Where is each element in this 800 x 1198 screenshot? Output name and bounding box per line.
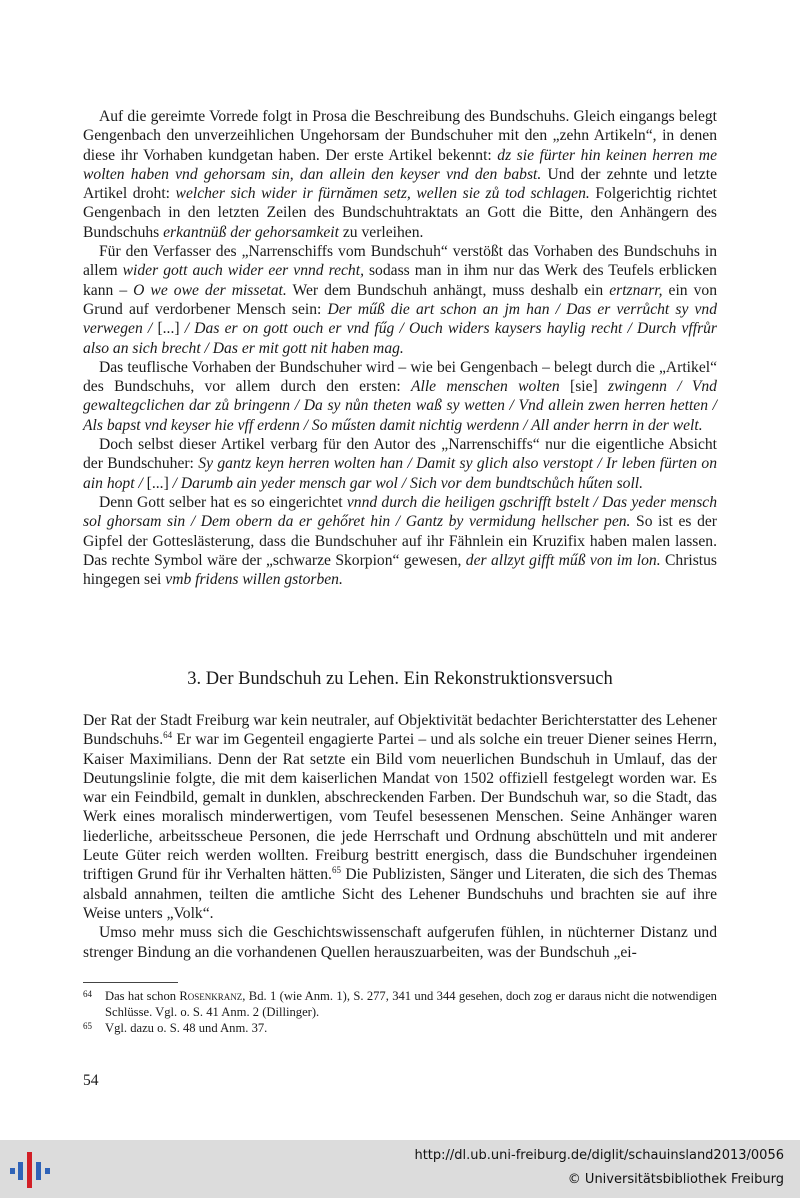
ub-freiburg-logo-icon[interactable] [10, 1150, 54, 1190]
footnote-number: 65 [83, 1021, 92, 1031]
paragraph [83, 493, 717, 589]
paragraph [83, 107, 717, 242]
author-name: Rosenkranz [179, 989, 243, 1003]
footnotes [83, 988, 717, 1036]
quote-italic: welcher sich wider ir fürnămen setz, wellen sie zů tod schlagen. [175, 185, 590, 203]
permalink-url[interactable]: http://dl.ub.uni-freiburg.de/diglit/schauinsland2013/0056 [414, 1148, 784, 1163]
quote-italic: ertznarr, [609, 281, 663, 299]
paragraph: Umso mehr muss sich die Geschichtswissenschaft aufgerufen fühlen, in nüchterner Distanz und strenger Bindung an die vorhandenen Quellen herauszuarbeiten, was der Bundschuh „ei- [83, 924, 717, 961]
quote-italic: Alle menschen wolten [410, 378, 560, 396]
quote-italic: Sy gantz keyn herren wolten han / Damit sy glich also verstopt / Ir leben fürten on ain hopt / [83, 455, 718, 492]
text-run: Wer dem Bundschuh anhängt, muss deshalb ein [286, 281, 610, 299]
quote-italic: O we owe der missetat. [133, 281, 287, 299]
text-run: Der Rat der Stadt Freiburg war kein neutraler, auf Objektivität bedachter Berichterstatter des Lehener Bundschuhs. [83, 712, 717, 749]
footnote-text [105, 988, 717, 1020]
footer-bar [0, 1140, 800, 1198]
text-run: Für den Verfasser des „Narrenschiffs vom Bundschuh“ verstößt das Vorhaben des Bundschuhs in allem [83, 243, 717, 280]
text-run: Vgl. dazu o. S. 48 und Anm. 37. [105, 1021, 268, 1035]
body-text-block [83, 107, 717, 589]
quote-italic: / Das er on gott ouch er vnd fűg / Ouch widers kaysers haylig recht / Durch vffrůr also an sich brecht / Das er mit gott nit haben mag. [83, 320, 718, 357]
text-run: Denn Gott selber hat es so eingerichtet [99, 493, 347, 511]
footnote-divider [83, 982, 178, 983]
text-run: [sie] [559, 378, 609, 396]
footnote-text [105, 1020, 717, 1036]
quote-italic: der allzyt gifft műß von im lon. [465, 551, 661, 569]
paragraph [83, 242, 717, 358]
quote-italic: vmb fridens willen gstorben. [165, 571, 343, 589]
text-run: Das teuflische Vorhaben der Bundschuher wird – wie bei Gengenbach – belegt durch die „Artikel“ des Bundschuhs, vor allem durch den ersten: [83, 358, 717, 396]
paragraph [83, 435, 717, 493]
footnote [83, 1020, 717, 1036]
text-run: [...] [152, 320, 185, 338]
text-run: zu verleihen. [338, 223, 424, 241]
footnote-number: 64 [83, 989, 92, 999]
text-run: Das hat schon [105, 989, 180, 1003]
quote-italic: erkantnüß der gehorsamkeit [163, 223, 339, 241]
text-run: Die Publizisten, Sänger und Literaten, die sich des Themas alsbald annahmen, teilten die amtliche Sicht des Lehener Bundschuhs und brachten sie auf ihre Weise unters „Volk“. [83, 866, 717, 922]
text-run: , Bd. 1 (wie Anm. 1), S. 277, 341 und 344 gesehen, doch zog er daraus nicht die notwendigen Schlüsse. Vgl. o. S. 41 Anm. 2 (Dillinger). [105, 989, 717, 1019]
quote-italic: zwingenn / Vnd gewaltegclichen dar zů bringenn / Da sy nůn theten waß sy wetten / Vnd allein zwen herren hetten / Als bapst vnd keyser hie vff erdenn / So műsten damit nichtig werdenn / All ander herrn in der welt. [83, 378, 717, 434]
text-run: [...] [142, 474, 173, 492]
text-run: Christus hingegen sei [83, 551, 718, 589]
text-run: Folgerichtig richtet Gengenbach in den letzten Zeilen des Bundschuhtraktats an Gott die Bitte, den Anhängern des Bundschuhs [83, 185, 717, 241]
text-run: Er war im Gegenteil engagierte Partei – und als solche ein treuer Diener seines Herrn, Kaiser Maximilians. Denn der Rat setzte ein Bild vom neuerlichen Bundschuh in Umlauf, das der Deutungslinie folgte, die mit dem kaiserlichen Mandat von 1502 offiziell festgelegt worden war. Es war ein Feindbild, gemalt in dunklen, abschreckenden Farben. Der Bundschuh war, so die Stadt, das Werk eines moralisch minderwertigen, vom Teufel besessenen Menschen. Seine Anhänger waren liederliche, arbeitsscheue Personen, die jede Herrschaft und Ordnung abschütteln und mit anderer Leute Güter reich werden wollten. Freiburg bestritt energisch, dass die Bundschuher irgendeinen triftigen Grund für ihr Verhalten hätten. [83, 731, 717, 884]
text-run: Und der zehnte und letzte Artikel droht: [83, 165, 717, 203]
text-run: So ist es der Gipfel der Gotteslästerung, dass die Bundschuher auf ihr Fähnlein ein Kruzifix haben malen lassen. Das rechte Symbol wäre der „schwarze Skorpion“ gewesen, [83, 513, 717, 569]
quote-italic: Der műß die art schon an jm han / Das er verrůcht sy vnd verwegen / [83, 300, 717, 338]
quote-italic: / Darumb ain yeder mensch gar wol / Sich vor dem bundtschůch hűten soll. [172, 474, 644, 492]
footnote-ref[interactable]: 64 [163, 730, 173, 741]
footnote [83, 988, 717, 1020]
paragraph [83, 358, 717, 435]
body-text-block [83, 711, 717, 962]
paragraph [83, 711, 717, 923]
text-run: Doch selbst dieser Artikel verbarg für den Autor des „Narrenschiffs“ nur die eigentliche Absicht der Bundschuher: [83, 436, 717, 473]
quote-italic: dz sie fürter hin keinen herren me wolten haben vnd gehorsam sin, dan allein den keyser vnd den babst. [83, 146, 717, 183]
text-run: ein von Grund auf verdorbener Mensch sein: [83, 281, 717, 318]
copyright-notice: © Universitätsbibliothek Freiburg [567, 1172, 784, 1187]
quote-italic: wider gott auch wider eer vnnd recht, [122, 262, 364, 280]
text-run: sodass man in ihm nur das Werk des Teufels erblicken kann – [83, 262, 717, 299]
footnote-ref[interactable]: 65 [331, 865, 341, 876]
text-run: Auf die gereimte Vorrede folgt in Prosa die Beschreibung des Bundschuhs. Gleich eingangs belegt Gengenbach den unverzeihlichen Ungehorsam der Bundschuher mit den „zehn Artikeln“, in denen diese ihr Vorhaben kundgetan haben. Der erste Artikel bekennt: [83, 108, 717, 164]
section-heading: 3. Der Bundschuh zu Lehen. Ein Rekonstruktionsversuch [187, 669, 613, 689]
page-number: 54 [83, 1072, 99, 1089]
quote-italic: vnnd durch die heiligen gschrifft bstelt / Das yeder mensch sol ghorsam sin / Dem obern da er gehőret hin / Gantz by vermidung hellscher pen. [83, 493, 717, 531]
